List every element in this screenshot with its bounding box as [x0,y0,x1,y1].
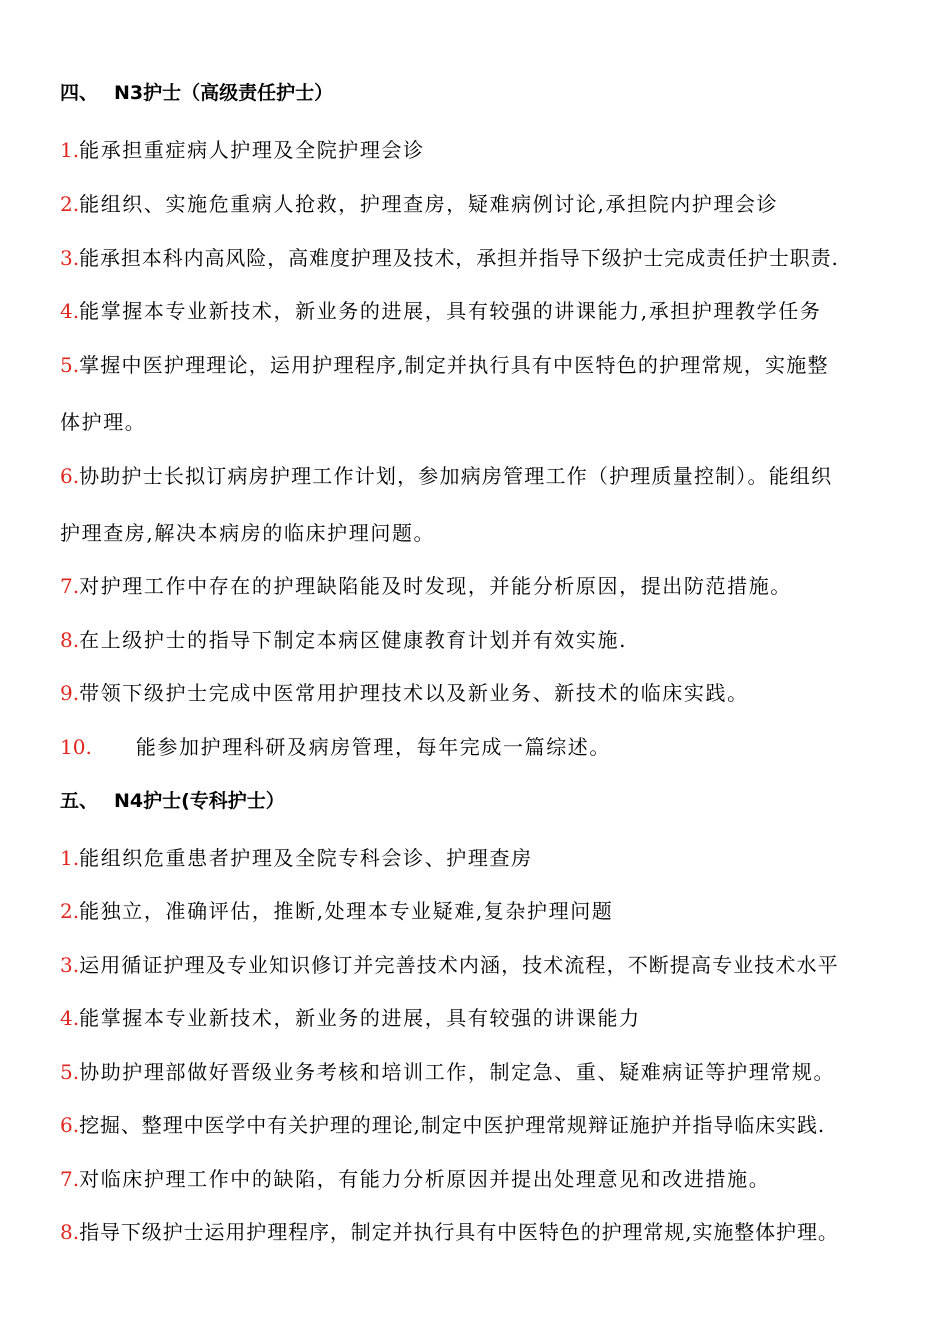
item-text: 能参加护理科研及病房管理，每年完成一篇综述。 [135,735,612,759]
section-heading-n4 [60,786,285,813]
item-number: 7. [60,1167,80,1191]
item-text: 指导下级护士运用护理程序，制定并执行具有中医特色的护理常规,实施整体护理。 [79,1220,839,1244]
list-item [60,570,792,599]
section-number: 五、 [60,790,99,812]
item-number: 7. [60,574,80,598]
item-text: 挖掘、整理中医学中有关护理的理论,制定中医护理常规辩证施护并指导临床实践. [79,1113,826,1137]
list-item [60,134,425,163]
item-number: 3. [60,953,80,977]
item-text: 在上级护士的指导下制定本病区健康教育计划并有效实施. [79,628,628,652]
item-number: 2. [60,192,80,216]
list-item [60,842,533,871]
item-text: 协助护士长拟订病房护理工作计划，参加病房管理工作（护理质量控制）。能组织 [79,464,833,488]
item-text: 带领下级护士完成中医常用护理技术以及新业务、新技术的临床实践。 [79,681,749,705]
list-item [60,1002,641,1031]
list-item [60,677,749,706]
list-item [60,242,839,271]
list-item [60,895,613,924]
list-item [60,1216,839,1245]
item-number: 1. [60,138,80,162]
item-number: 4. [60,1006,80,1030]
item-text: 能掌握本专业新技术，新业务的进展，具有较强的讲课能力,承担护理教学任务 [79,299,822,323]
item-number: 6. [60,464,80,488]
list-item [60,1163,770,1192]
list-item-continuation [60,517,435,546]
list-item-continuation [60,406,146,435]
item-text: 运用循证护理及专业知识修订并完善技术内涵，技术流程，不断提高专业技术水平 [79,953,839,977]
item-text: 协助护理部做好晋级业务考核和培训工作，制定急、重、疑难病证等护理常规。 [79,1060,836,1084]
item-text: 掌握中医护理理论，运用护理程序,制定并执行具有中医特色的护理常规，实施整 [79,353,829,377]
item-text: 能承担重症病人护理及全院护理会诊 [79,138,425,162]
item-text-continued: 护理查房,解决本病房的临床护理问题。 [60,521,436,545]
item-number: 4. [60,299,80,323]
list-item [60,731,611,760]
item-number: 2. [60,899,80,923]
list-item [60,460,832,489]
item-text: 能独立，准确评估，推断,处理本专业疑难,复杂护理问题 [79,899,614,923]
section-title: N3护士（高级责任护士） [114,82,334,104]
list-item [60,1056,835,1085]
item-number: 3. [60,246,80,270]
item-text: 能组织危重患者护理及全院专科会诊、护理查房 [79,846,533,870]
item-number: 5. [60,353,80,377]
item-text: 对临床护理工作中的缺陷，有能力分析原因并提出处理意见和改进措施。 [79,1167,771,1191]
section-heading-n3 [60,78,333,105]
item-number: 10. [60,735,92,759]
section-number: 四、 [60,82,99,104]
list-item [60,624,627,653]
item-number: 1. [60,846,80,870]
item-number: 8. [60,628,80,652]
item-number: 6. [60,1113,80,1137]
item-text: 能组织、实施危重病人抢救，护理查房，疑难病例讨论,承担院内护理会诊 [79,192,779,216]
list-item [60,949,839,978]
item-text: 对护理工作中存在的护理缺陷能及时发现，并能分析原因，提出防范措施。 [79,574,792,598]
list-item [60,188,778,217]
item-text-continued: 体护理。 [60,410,147,434]
item-text: 能掌握本专业新技术，新业务的进展，具有较强的讲课能力 [79,1006,641,1030]
item-number: 9. [60,681,80,705]
list-item [60,1109,825,1138]
item-number: 8. [60,1220,80,1244]
item-number: 5. [60,1060,80,1084]
item-text: 能承担本科内高风险，高难度护理及技术，承担并指导下级护士完成责任护士职责. [79,246,839,270]
list-item [60,349,829,378]
section-title: N4护士(专科护士） [114,790,285,812]
list-item [60,295,821,324]
